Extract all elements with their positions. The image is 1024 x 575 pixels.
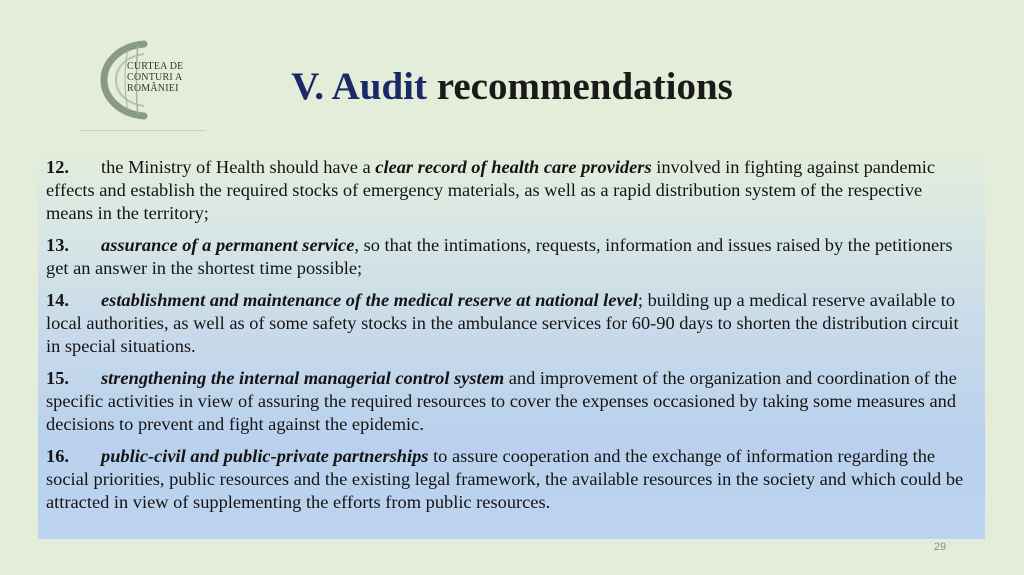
- item-emphasis: strengthening the internal managerial control system: [101, 368, 505, 388]
- slide-title: [0, 64, 1024, 110]
- item-text-after: to assure cooperation and the exchange of information regarding the social priorities, public resources and the existing legal framework, the available resources in the society and which could be attracted in view of supplementing the efforts from public resources.: [46, 446, 964, 512]
- recommendations-list: [46, 156, 971, 523]
- logo-line-1: CURTEA DE: [127, 61, 184, 72]
- item-text-after: ; building up a medical reserve available to local authorities, as well as of some safety stocks in the ambulance services for 60-90 days to shorten the distribution circuit in special situations.: [46, 290, 959, 356]
- item-text-before: the Ministry of Health should have a: [101, 157, 376, 177]
- recommendation-item: [46, 234, 971, 280]
- title-rest: recommendations: [427, 65, 733, 108]
- recommendation-item: [46, 367, 971, 436]
- item-text-after: and improvement of the organization and coordination of the specific activities in view of assuring the required resources to cover the expenses occasioned by taking some measures and decisions to prevent and fight against the epidemic.: [46, 368, 957, 434]
- logo-line-2: CONTURI A: [127, 72, 183, 83]
- item-number: 12.: [46, 157, 69, 177]
- item-emphasis: assurance of a permanent service: [101, 235, 355, 255]
- item-emphasis: public-civil and public-private partnerships: [101, 446, 429, 466]
- logo-line-3: ROMÂNIEI: [127, 83, 179, 94]
- title-accent: V. Audit: [291, 65, 427, 108]
- header-divider: [80, 130, 206, 131]
- item-number: 13.: [46, 235, 69, 255]
- item-number: 15.: [46, 368, 69, 388]
- item-text-after: involved in fighting against pandemic effects and establish the required stocks of emergency materials, as well as a rapid distribution system of the respective means in the territory;: [46, 157, 936, 223]
- item-number: 16.: [46, 446, 69, 466]
- item-number: 14.: [46, 290, 69, 310]
- item-emphasis: clear record of health care providers: [375, 157, 652, 177]
- item-emphasis: establishment and maintenance of the medical reserve at national level: [101, 290, 638, 310]
- recommendation-item: [46, 289, 971, 358]
- recommendation-item: [46, 156, 971, 225]
- page-number: 29: [933, 541, 947, 553]
- item-text-after: , so that the intimations, requests, information and issues raised by the petitioners get an answer in the shortest time possible;: [46, 235, 953, 278]
- recommendation-item: [46, 445, 971, 514]
